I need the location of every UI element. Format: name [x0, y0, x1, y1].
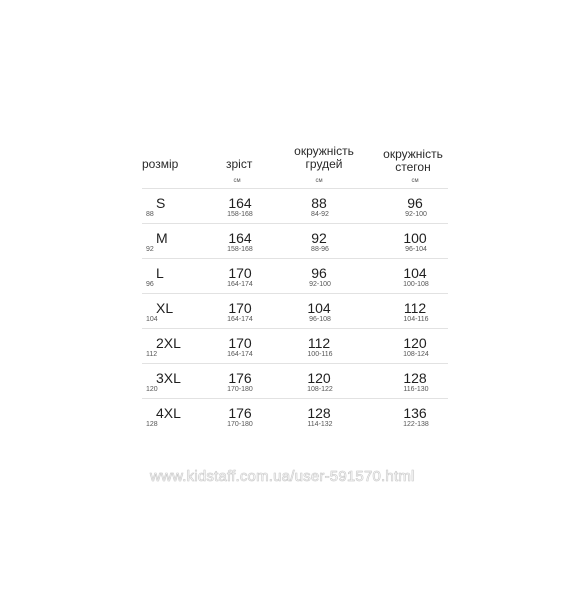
size-sub-value: 96 [146, 281, 154, 288]
chest-value: 88 [311, 195, 327, 211]
height-range: 170-180 [227, 386, 253, 393]
size-value: L [156, 265, 164, 281]
hips-range: 96-104 [405, 246, 427, 253]
height-value: 164 [228, 230, 252, 246]
chest-value: 92 [311, 230, 327, 246]
height-value: 164 [228, 195, 252, 211]
hips-range: 108-124 [403, 351, 429, 358]
size-value: 4XL [156, 405, 181, 421]
size-value: M [156, 230, 168, 246]
chest-range: 88-96 [311, 246, 329, 253]
size-sub-value: 88 [146, 211, 154, 218]
height-range: 164-174 [227, 316, 253, 323]
size-value: 2XL [156, 335, 181, 351]
size-sub-value: 120 [146, 386, 158, 393]
hips-value: 96 [407, 195, 423, 211]
table-row [142, 189, 448, 224]
chest-range: 84-92 [311, 211, 329, 218]
size-chart-table [142, 140, 448, 433]
table-row [142, 259, 448, 294]
size-sub-value: 104 [146, 316, 158, 323]
header-size: розмір [142, 157, 179, 171]
table-row [142, 399, 448, 433]
chest-range: 100-116 [307, 351, 333, 358]
chest-value: 104 [307, 300, 331, 316]
height-range: 164-174 [227, 281, 253, 288]
header-chest [278, 145, 370, 171]
height-range: 158-168 [227, 246, 253, 253]
hips-range: 122-138 [403, 421, 429, 428]
chest-value: 128 [307, 405, 331, 421]
table-row [142, 364, 448, 399]
height-range: 158-168 [227, 211, 253, 218]
table-row [142, 224, 448, 259]
header-hips-line1: окружність [383, 147, 443, 161]
chest-range: 108-122 [307, 386, 333, 393]
chest-range: 92-100 [309, 281, 331, 288]
chest-range: 114-132 [307, 421, 333, 428]
size-value: XL [156, 300, 174, 316]
table-row [142, 329, 448, 364]
table-header [142, 140, 448, 189]
header-height: зріст [226, 157, 253, 171]
height-value: 170 [228, 265, 252, 281]
size-sub-value: 128 [146, 421, 158, 428]
unit-label-hips: см [411, 178, 419, 184]
hips-value: 112 [403, 300, 427, 316]
chest-value: 96 [311, 265, 327, 281]
height-range: 170-180 [227, 421, 253, 428]
header-hips-line2: стегон [395, 160, 431, 174]
watermark: www.kidstaff.com.ua/user-591570.html [150, 468, 415, 485]
height-value: 176 [228, 405, 252, 421]
hips-range: 104-116 [403, 316, 429, 323]
hips-value: 120 [403, 335, 427, 351]
header-hips [368, 148, 458, 174]
size-value: 3XL [156, 370, 181, 386]
hips-value: 104 [403, 265, 427, 281]
hips-value: 100 [403, 230, 427, 246]
table-row [142, 294, 448, 329]
size-sub-value: 92 [146, 246, 154, 253]
height-value: 176 [228, 370, 252, 386]
hips-range: 116-130 [403, 386, 429, 393]
size-sub-value: 112 [146, 351, 158, 358]
chest-value: 120 [307, 370, 331, 386]
hips-value: 128 [403, 370, 427, 386]
header-chest-line1: окружність [294, 144, 354, 158]
hips-range: 92-100 [405, 211, 427, 218]
chest-value: 112 [307, 335, 331, 351]
chest-range: 96-108 [309, 316, 331, 323]
header-chest-line2: грудей [305, 157, 343, 171]
height-value: 170 [228, 335, 252, 351]
unit-label-chest: см [315, 178, 323, 184]
height-value: 170 [228, 300, 252, 316]
hips-value: 136 [403, 405, 427, 421]
hips-range: 100-108 [403, 281, 429, 288]
height-range: 164-174 [227, 351, 253, 358]
unit-label-height: см [233, 178, 241, 184]
size-value: S [156, 195, 166, 211]
